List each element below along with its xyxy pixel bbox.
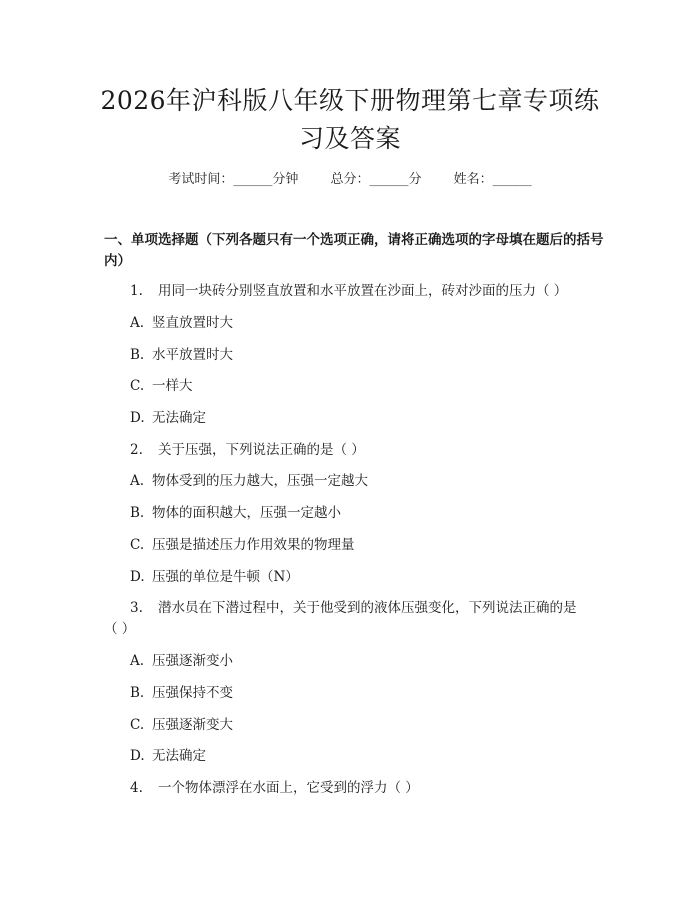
option-d bbox=[130, 408, 206, 428]
question-3-continuation: （ ） bbox=[104, 621, 136, 637]
time-blank: ______ bbox=[233, 172, 273, 187]
option-text: 压强逐渐变小 bbox=[152, 653, 233, 669]
option-text: 压强的单位是牛顿（N） bbox=[152, 569, 299, 585]
score-blank: ______ bbox=[369, 172, 409, 187]
option-text: 物体受到的压力越大，压强一定越大 bbox=[152, 473, 368, 489]
option-text: 无法确定 bbox=[152, 748, 206, 764]
option-text: 一样大 bbox=[152, 378, 193, 394]
option-text: 竖直放置时大 bbox=[152, 315, 233, 331]
option-letter: A. bbox=[130, 653, 145, 669]
exam-score bbox=[330, 172, 421, 187]
option-letter: D. bbox=[130, 410, 145, 426]
question-2 bbox=[130, 440, 365, 460]
option-a bbox=[130, 651, 233, 671]
question-text: 用同一块砖分别竖直放置和水平放置在沙面上，砖对沙面的压力（ ） bbox=[158, 283, 568, 299]
option-text: 压强保持不变 bbox=[152, 685, 233, 701]
question-number: 4. bbox=[130, 780, 143, 796]
question-number: 3. bbox=[130, 600, 143, 616]
name-label: 姓名： bbox=[453, 172, 493, 187]
question-3 bbox=[130, 598, 577, 618]
question-text: 一个物体漂浮在水面上，它受到的浮力（ ） bbox=[158, 780, 419, 796]
name-blank: ______ bbox=[492, 172, 532, 187]
option-c bbox=[130, 535, 355, 555]
option-letter: B. bbox=[130, 505, 145, 521]
exam-time bbox=[168, 172, 298, 187]
option-b bbox=[130, 345, 233, 365]
exam-meta bbox=[0, 168, 700, 187]
question-text: 关于压强，下列说法正确的是（ ） bbox=[158, 442, 365, 458]
option-letter: D. bbox=[130, 748, 145, 764]
option-c bbox=[130, 715, 233, 735]
option-letter: B. bbox=[130, 347, 145, 363]
option-d bbox=[130, 746, 206, 766]
option-letter: C. bbox=[130, 378, 145, 394]
option-d bbox=[130, 567, 299, 587]
score-unit: 分 bbox=[408, 172, 422, 187]
option-letter: C. bbox=[130, 537, 145, 553]
option-text: 压强是描述压力作用效果的物理量 bbox=[152, 537, 355, 553]
question-number: 1. bbox=[130, 283, 143, 299]
question-4 bbox=[130, 778, 419, 798]
score-label: 总分： bbox=[330, 172, 370, 187]
option-letter: A. bbox=[130, 473, 145, 489]
option-a bbox=[130, 471, 368, 491]
time-label: 考试时间： bbox=[168, 172, 234, 187]
option-letter: B. bbox=[130, 685, 145, 701]
document-title bbox=[90, 82, 610, 158]
option-b bbox=[130, 503, 341, 523]
question-1 bbox=[130, 281, 567, 301]
question-number: 2. bbox=[130, 442, 143, 458]
option-letter: A. bbox=[130, 315, 145, 331]
question-text: 潜水员在下潜过程中，关于他受到的液体压强变化，下列说法正确的是 bbox=[158, 600, 577, 616]
section-title: 一、单项选择题（下列各题只有一个选项正确，请将正确选项的字母填在题后的括号内） bbox=[104, 232, 604, 269]
option-letter: D. bbox=[130, 569, 145, 585]
option-text: 水平放置时大 bbox=[152, 347, 233, 363]
option-letter: C. bbox=[130, 717, 145, 733]
option-a bbox=[130, 313, 233, 333]
title-line-2: 习及答案 bbox=[298, 124, 401, 153]
title-line-1: 2026年沪科版八年级下册物理第七章专项练 bbox=[100, 86, 600, 115]
option-c bbox=[130, 376, 193, 396]
exam-name bbox=[454, 172, 532, 187]
option-text: 物体的面积越大，压强一定越小 bbox=[152, 505, 341, 521]
option-text: 无法确定 bbox=[152, 410, 206, 426]
option-text: 压强逐渐变大 bbox=[152, 717, 233, 733]
option-b bbox=[130, 683, 233, 703]
time-unit: 分钟 bbox=[272, 172, 299, 187]
